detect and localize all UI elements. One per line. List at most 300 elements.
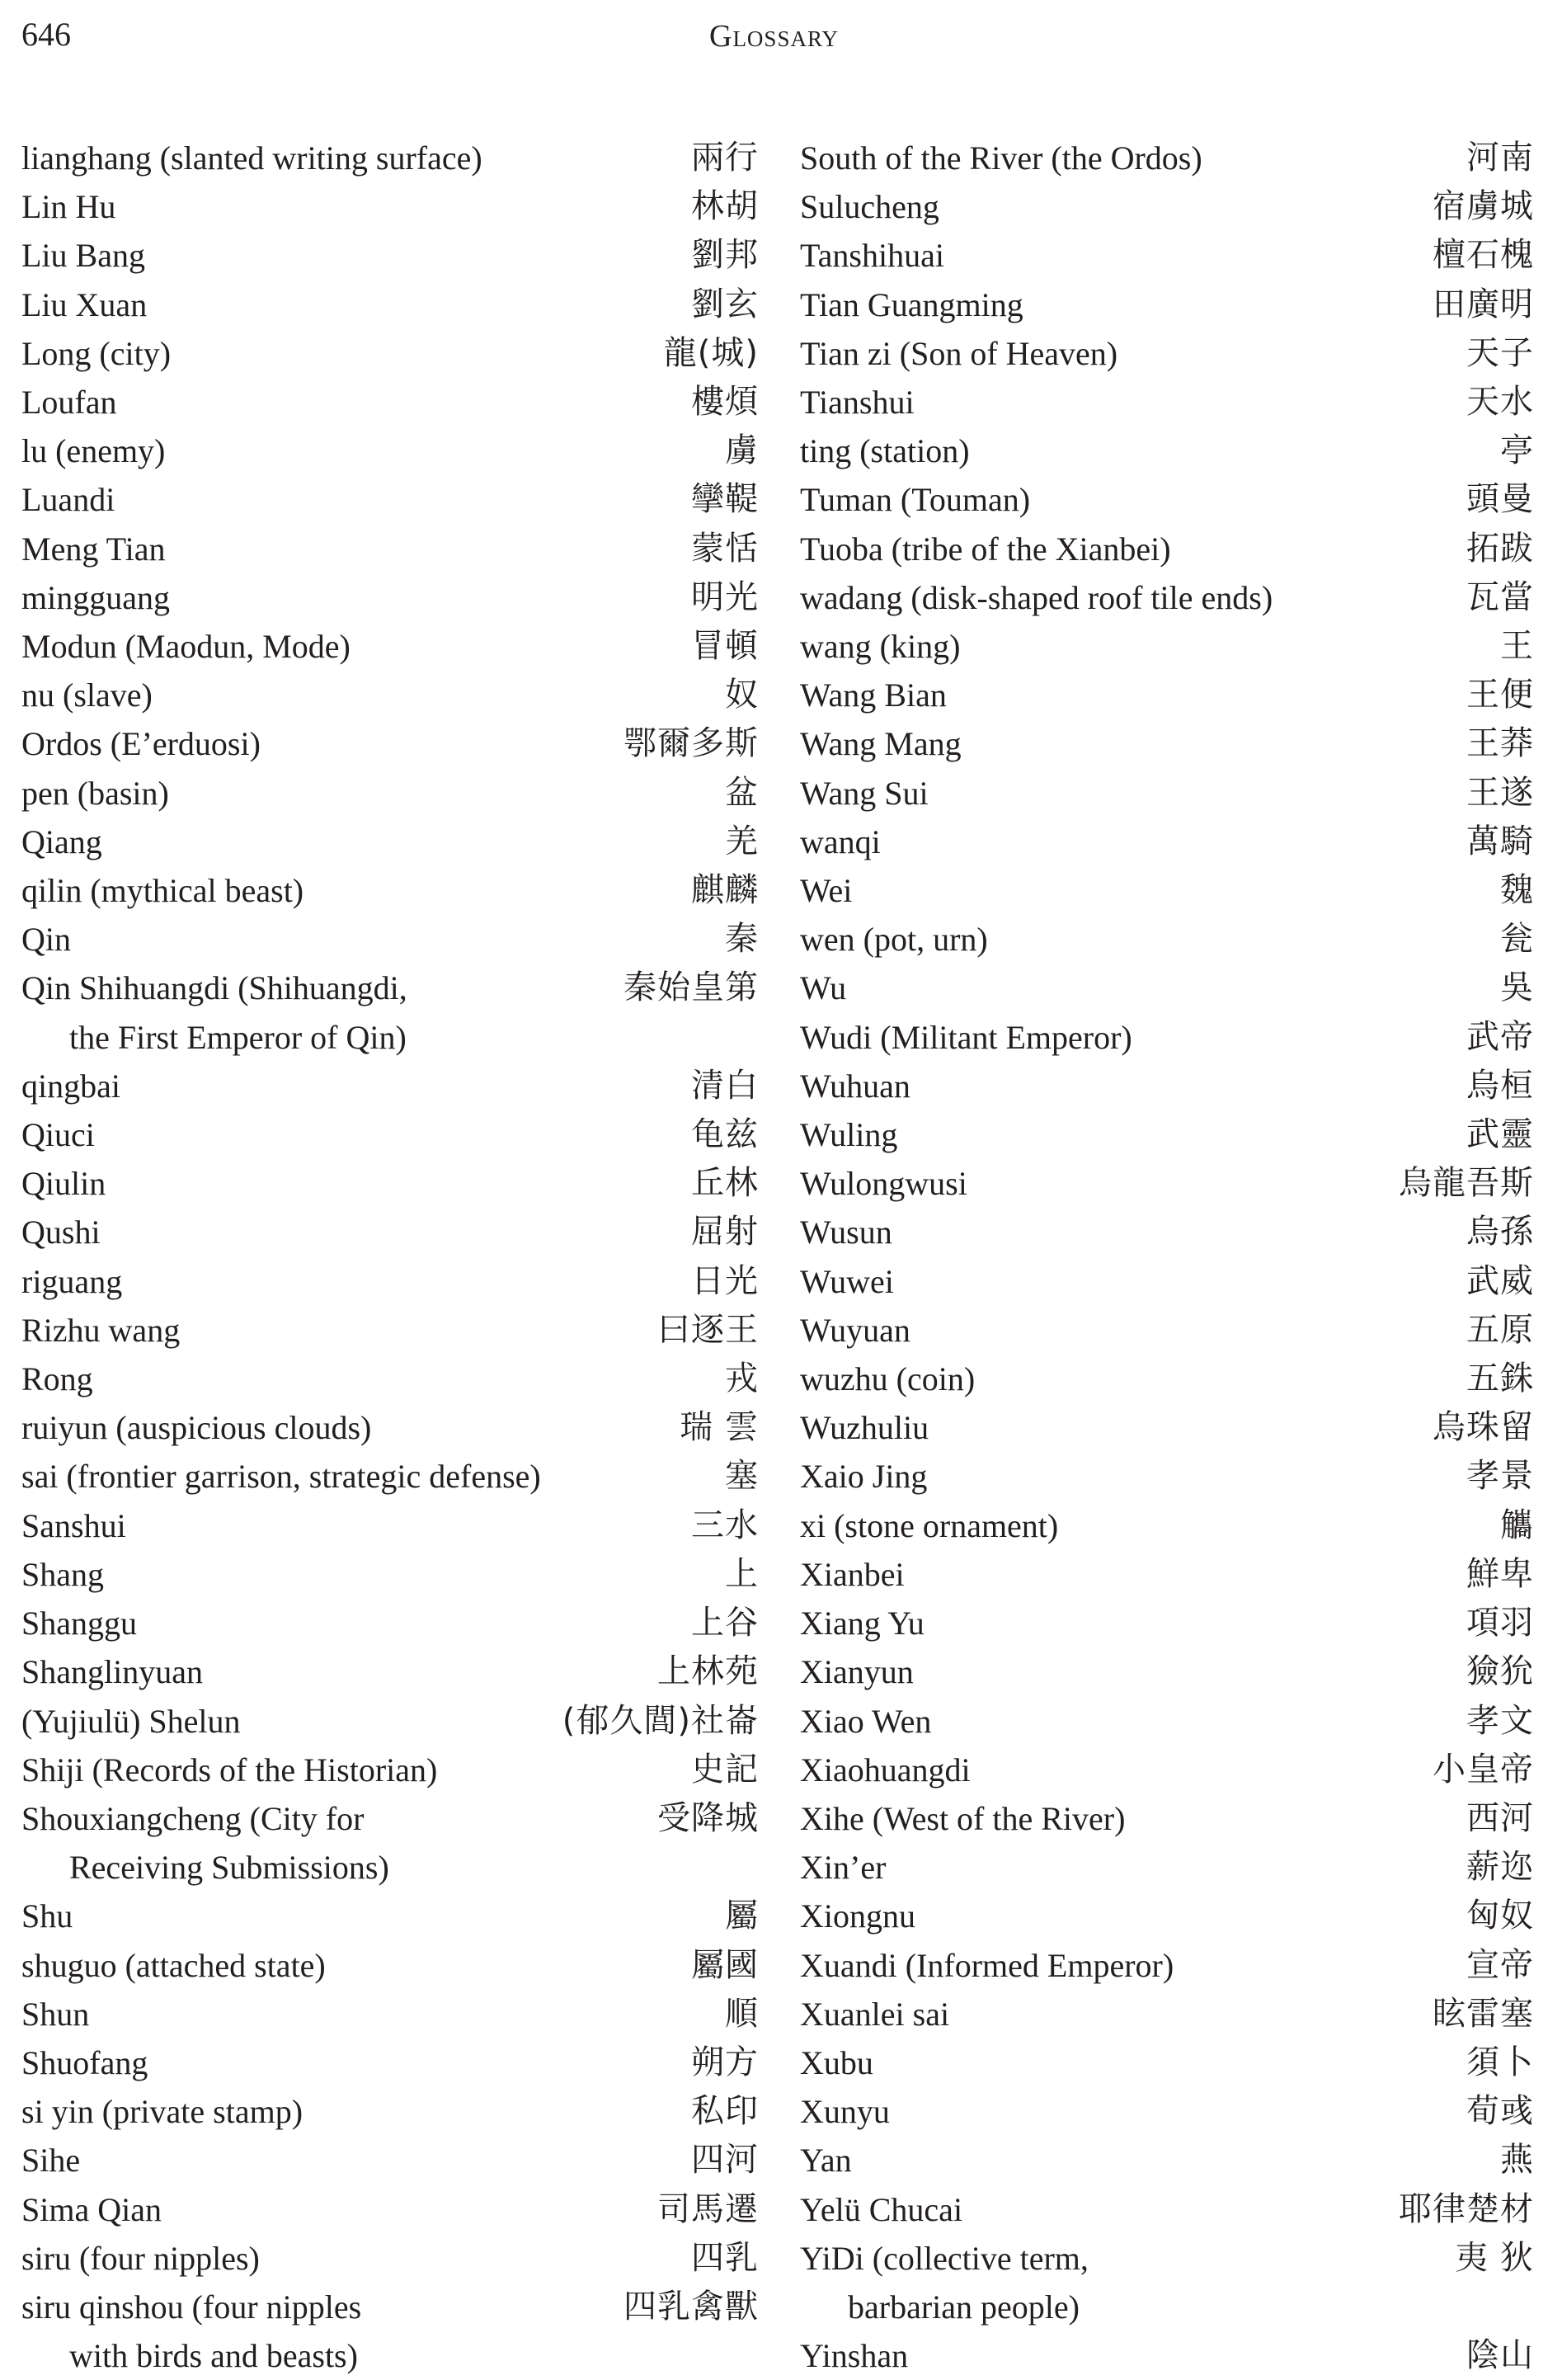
glossary-chinese-characters: 受降城 <box>657 1798 759 1837</box>
glossary-term-text: Wuling <box>800 1116 898 1154</box>
glossary-entry <box>800 1355 1534 1403</box>
glossary-term <box>800 1110 897 1159</box>
glossary-term-text: Wu <box>800 969 847 1007</box>
glossary-chinese-characters: 萬騎 <box>1466 822 1534 860</box>
glossary-entry <box>800 1306 1534 1355</box>
glossary-term <box>21 1599 137 1647</box>
glossary-entry <box>21 2185 759 2234</box>
glossary-entry <box>800 1697 1534 1746</box>
glossary-chinese-characters: 宿虜城 <box>1433 187 1534 226</box>
glossary-term-text: Wuyuan <box>800 1311 910 1349</box>
glossary-term-text: xi (stone ornament) <box>800 1506 1059 1544</box>
glossary-term <box>21 134 482 182</box>
glossary-term <box>800 1062 910 1110</box>
glossary-term <box>800 1501 1058 1550</box>
glossary-term-text: wen (pot, urn) <box>800 921 988 959</box>
glossary-term-text: Xianyun <box>800 1653 914 1691</box>
glossary-entry <box>21 1794 759 1892</box>
glossary-chinese-characters: 王 <box>1500 627 1534 666</box>
glossary-entry <box>21 1892 759 1940</box>
glossary-term-text: Wuhuan <box>800 1067 910 1105</box>
glossary-term-text: Shouxiangcheng (City for <box>21 1799 365 1837</box>
glossary-term-continuation: with birds and beasts) <box>69 2337 358 2375</box>
glossary-chinese-characters: 冒頓 <box>691 627 759 666</box>
glossary-term-text: Xin’er <box>800 1849 887 1887</box>
glossary-term-text: Sihe <box>21 2142 81 2180</box>
glossary-term-text: Liu Xuan <box>21 285 148 323</box>
glossary-term <box>800 1892 915 1940</box>
glossary-chinese-characters: 清白 <box>691 1066 759 1105</box>
glossary-chinese-characters: 戎 <box>725 1360 759 1398</box>
glossary-entry <box>800 1892 1534 1940</box>
glossary-term-continuation: barbarian people) <box>848 2288 1080 2326</box>
glossary-entry <box>21 1355 759 1403</box>
glossary-entry <box>800 1501 1534 1550</box>
glossary-chinese-characters: 小皇帝 <box>1433 1750 1534 1789</box>
glossary-chinese-characters: 鮮卑 <box>1466 1554 1534 1593</box>
glossary-chinese-characters: 王便 <box>1466 676 1534 714</box>
glossary-term <box>21 2283 361 2380</box>
glossary-entry <box>21 964 759 1061</box>
glossary-term-text: Yelü Chucai <box>800 2190 963 2228</box>
glossary-term-text: mingguang <box>21 578 170 616</box>
glossary-term-continuation: Receiving Submissions) <box>69 1849 389 1887</box>
glossary-term <box>800 2331 908 2380</box>
glossary-term <box>21 280 147 329</box>
glossary-chinese-characters: 虜 <box>725 431 759 470</box>
glossary-entry <box>21 1697 759 1746</box>
glossary-term-text: Qin Shihuangdi (Shihuangdi, <box>21 969 407 1007</box>
glossary-term-text: Shang <box>21 1555 104 1593</box>
glossary-chinese-characters: 曰逐王 <box>657 1310 759 1349</box>
glossary-term-text: Wuwei <box>800 1262 894 1300</box>
glossary-chinese-characters: 西河 <box>1466 1798 1534 1837</box>
glossary-entry <box>800 2331 1534 2380</box>
glossary-chinese-characters: 司馬遷 <box>657 2189 759 2228</box>
glossary-entry <box>21 573 759 622</box>
glossary-entry <box>21 1990 759 2038</box>
glossary-term-text: wang (king) <box>800 628 961 666</box>
glossary-term <box>21 2038 148 2087</box>
glossary-entry <box>800 1062 1534 1110</box>
glossary-entry <box>21 1110 759 1159</box>
glossary-chinese-characters: 烏珠留 <box>1433 1408 1534 1447</box>
glossary-chinese-characters: 頭曼 <box>1466 480 1534 519</box>
glossary-chinese-characters: 秦 <box>725 920 759 959</box>
glossary-entry <box>21 2136 759 2184</box>
glossary-entry <box>800 1647 1534 1696</box>
glossary-term <box>21 2087 303 2136</box>
glossary-term-text: Wulongwusi <box>800 1165 967 1203</box>
glossary-term-text: Xiao Wen <box>800 1702 932 1740</box>
glossary-term <box>800 1550 905 1599</box>
glossary-chinese-characters: 五銖 <box>1466 1360 1534 1398</box>
glossary-entry <box>800 231 1534 280</box>
glossary-entry <box>21 866 759 915</box>
glossary-column-left <box>21 134 759 2380</box>
glossary-entry <box>21 2038 759 2087</box>
glossary-entry <box>800 1013 1534 1062</box>
glossary-term-text: sai (frontier garrison, strategic defense) <box>21 1458 541 1496</box>
glossary-term <box>800 1794 1125 1843</box>
glossary-entry <box>21 1647 759 1696</box>
glossary-chinese-characters: 羌 <box>725 822 759 860</box>
glossary-term-text: Wei <box>800 872 853 910</box>
glossary-chinese-characters: 上谷 <box>691 1604 759 1642</box>
glossary-term <box>21 964 407 1061</box>
glossary-term <box>21 1355 93 1403</box>
glossary-chinese-characters: 烏桓 <box>1466 1066 1534 1105</box>
glossary-chinese-characters: 武靈 <box>1466 1115 1534 1154</box>
glossary-term <box>21 2234 260 2283</box>
glossary-chinese-characters: 項羽 <box>1466 1604 1534 1642</box>
glossary-term <box>21 1550 104 1599</box>
glossary-term-text: Wudi (Militant Emperor) <box>800 1018 1132 1056</box>
glossary-chinese-characters: 須卜 <box>1466 2043 1534 2081</box>
glossary-chinese-characters: 眩雷塞 <box>1433 1994 1534 2033</box>
glossary-chinese-characters: 兩行 <box>691 139 759 177</box>
glossary-term <box>21 818 102 866</box>
glossary-term <box>800 818 881 866</box>
glossary-chinese-characters: 鄂爾多斯 <box>623 724 759 763</box>
glossary-chinese-characters: 拓跋 <box>1466 529 1534 568</box>
glossary-term <box>800 231 944 280</box>
glossary-chinese-characters: 蒙恬 <box>691 529 759 568</box>
glossary-entry <box>800 866 1534 915</box>
glossary-term <box>21 573 170 622</box>
glossary-chinese-characters: 私印 <box>691 2092 759 2131</box>
glossary-entry <box>800 818 1534 866</box>
glossary-entry <box>21 1941 759 1990</box>
glossary-term <box>800 1355 975 1403</box>
glossary-term <box>21 427 165 475</box>
glossary-chinese-characters: 天水 <box>1466 383 1534 422</box>
glossary-term-text: Xaio Jing <box>800 1458 928 1496</box>
glossary-term <box>21 2185 162 2234</box>
glossary-term <box>800 1013 1132 1062</box>
glossary-entry <box>800 134 1534 182</box>
glossary-entry <box>800 915 1534 964</box>
glossary-term <box>800 1159 967 1208</box>
glossary-term <box>800 1257 894 1306</box>
glossary-term-text: Shun <box>21 1995 90 2033</box>
glossary-term-text: Wang Bian <box>800 676 947 714</box>
glossary-term <box>800 1697 931 1746</box>
glossary-entry <box>21 769 759 818</box>
glossary-entry <box>21 1159 759 1208</box>
glossary-term <box>21 1306 180 1355</box>
glossary-term-text: Long (city) <box>21 334 172 372</box>
glossary-entry <box>21 231 759 280</box>
glossary-chinese-characters: 烏孫 <box>1466 1213 1534 1251</box>
glossary-term <box>21 231 145 280</box>
glossary-term <box>800 182 939 231</box>
glossary-chinese-characters: 丘林 <box>691 1164 759 1203</box>
glossary-chinese-characters: 奴 <box>725 676 759 714</box>
glossary-term <box>800 671 947 719</box>
glossary-chinese-characters: 屬 <box>725 1897 759 1935</box>
glossary-term-text: Xunyu <box>800 2093 890 2131</box>
glossary-entry <box>800 1550 1534 1599</box>
glossary-term-text: Loufan <box>21 384 117 422</box>
glossary-term-text: wanqi <box>800 822 881 860</box>
glossary-term <box>21 525 166 573</box>
glossary-chinese-characters: 林胡 <box>691 187 759 226</box>
glossary-term-text: Qiulin <box>21 1165 106 1203</box>
glossary-term-text: Wang Sui <box>800 774 929 812</box>
glossary-entry <box>21 1306 759 1355</box>
glossary-term-text: Xianbei <box>800 1555 905 1593</box>
glossary-term <box>21 866 303 915</box>
glossary-term-text: Sanshui <box>21 1506 126 1544</box>
glossary-term-text: qilin (mythical beast) <box>21 872 304 910</box>
glossary-term <box>21 1452 541 1501</box>
glossary-chinese-characters: 荀彧 <box>1466 2092 1534 2131</box>
glossary-term-text: Shuofang <box>21 2043 148 2081</box>
glossary-term <box>800 475 1030 524</box>
glossary-entry <box>21 1501 759 1550</box>
glossary-entry <box>21 475 759 524</box>
glossary-term <box>800 2234 1089 2331</box>
glossary-entry <box>800 1843 1534 1892</box>
glossary-entry <box>21 182 759 231</box>
glossary-entry <box>21 2234 759 2283</box>
glossary-term-text: Shu <box>21 1897 73 1935</box>
glossary-term <box>21 671 153 719</box>
glossary-term <box>21 475 115 524</box>
running-head: Glossary <box>709 19 839 54</box>
glossary-term-text: Luandi <box>21 481 115 519</box>
glossary-term <box>800 1647 914 1696</box>
glossary-entry <box>21 1062 759 1110</box>
glossary-term-text: Tuoba (tribe of the Xianbei) <box>800 530 1171 568</box>
glossary-entry <box>21 329 759 378</box>
page-number: 646 <box>21 16 71 53</box>
glossary-term-text: (Yujiulü) Shelun <box>21 1702 241 1740</box>
glossary-chinese-characters: 劉玄 <box>691 285 759 323</box>
glossary-term <box>21 1062 120 1110</box>
glossary-entry <box>21 525 759 573</box>
glossary-chinese-characters: 劉邦 <box>691 236 759 275</box>
glossary-chinese-characters: 四乳禽獸 <box>623 2287 759 2326</box>
glossary-term-text: nu (slave) <box>21 676 153 714</box>
glossary-chinese-characters: 烏龍吾斯 <box>1399 1164 1534 1203</box>
glossary-chinese-characters: 陰山 <box>1466 2336 1534 2375</box>
glossary-entry <box>800 1159 1534 1208</box>
glossary-entry <box>800 1599 1534 1647</box>
glossary-chinese-characters: 武帝 <box>1466 1017 1534 1056</box>
glossary-chinese-characters: 史記 <box>691 1750 759 1789</box>
glossary-term-text: Xubu <box>800 2043 873 2081</box>
glossary-chinese-characters: 四乳 <box>691 2238 759 2277</box>
glossary-entry <box>21 1550 759 1599</box>
glossary-term-text: Xiongnu <box>800 1897 915 1935</box>
glossary-term-text: Xihe (West of the River) <box>800 1799 1126 1837</box>
glossary-term <box>800 2185 962 2234</box>
glossary-entry <box>21 378 759 427</box>
glossary-term <box>800 378 915 427</box>
glossary-entry <box>21 1257 759 1306</box>
glossary-term <box>800 1599 925 1647</box>
glossary-term-text: Liu Bang <box>21 237 145 275</box>
glossary-chinese-characters: 武威 <box>1466 1261 1534 1300</box>
glossary-chinese-characters: 四河 <box>691 2141 759 2180</box>
glossary-term <box>21 1990 89 2038</box>
glossary-chinese-characters: 龍(城) <box>663 333 759 372</box>
glossary-chinese-characters: 三水 <box>691 1506 759 1544</box>
glossary-chinese-characters: 耶律楚材 <box>1399 2189 1534 2228</box>
glossary-term <box>21 769 169 818</box>
glossary-entry <box>800 378 1534 427</box>
glossary-entry <box>21 671 759 719</box>
glossary-term-text: Qin <box>21 921 71 959</box>
glossary-term <box>21 1403 371 1452</box>
glossary-term <box>800 719 962 768</box>
glossary-term-text: Xiang Yu <box>800 1605 925 1642</box>
glossary-chinese-characters: 攣鞮 <box>691 480 759 519</box>
glossary-entry <box>800 573 1534 622</box>
glossary-entry <box>800 2136 1534 2184</box>
glossary-term-continuation: the First Emperor of Qin) <box>69 1018 407 1056</box>
glossary-term <box>21 1697 241 1746</box>
glossary-term-text: lu (enemy) <box>21 432 166 470</box>
glossary-term <box>21 1794 389 1892</box>
glossary-entry <box>21 1452 759 1501</box>
glossary-term-text: Tianshui <box>800 384 915 422</box>
glossary-term <box>800 280 1023 329</box>
glossary-term <box>800 1306 910 1355</box>
glossary-chinese-characters: 五原 <box>1466 1310 1534 1349</box>
glossary-term-text: si yin (private stamp) <box>21 2093 303 2131</box>
glossary-chinese-characters: 塞 <box>725 1457 759 1496</box>
glossary-chinese-characters: 瑞 雲 <box>680 1408 759 1447</box>
glossary-term-text: shuguo (attached state) <box>21 1946 326 1984</box>
glossary-entry <box>800 182 1534 231</box>
glossary-term <box>800 2087 890 2136</box>
glossary-term-text: Rizhu wang <box>21 1311 181 1349</box>
glossary-term <box>800 1843 886 1892</box>
glossary-term <box>800 1941 1174 1990</box>
glossary-term-text: Rong <box>21 1360 93 1398</box>
glossary-term <box>800 769 929 818</box>
glossary-term-text: Shanggu <box>21 1605 137 1642</box>
glossary-chinese-characters: 亭 <box>1500 431 1534 470</box>
glossary-term-text: Wusun <box>800 1214 892 1251</box>
glossary-term-text: Qiuci <box>21 1116 95 1154</box>
glossary-term-text: Tian zi (Son of Heaven) <box>800 334 1118 372</box>
glossary-term <box>21 1941 326 1990</box>
glossary-term <box>800 134 1202 182</box>
glossary-entry <box>800 427 1534 475</box>
glossary-column-right <box>800 134 1534 2380</box>
glossary-term <box>800 525 1171 573</box>
glossary-term-text: Sima Qian <box>21 2190 162 2228</box>
glossary-entry <box>800 1257 1534 1306</box>
glossary-chinese-characters: 瓮 <box>1500 920 1534 959</box>
glossary-entry <box>21 1746 759 1794</box>
glossary-entry <box>21 915 759 964</box>
glossary-term <box>800 573 1273 622</box>
glossary-term <box>21 719 261 768</box>
glossary-entry <box>21 280 759 329</box>
glossary-term <box>800 964 846 1012</box>
glossary-entry <box>800 1746 1534 1794</box>
glossary-entry <box>21 719 759 768</box>
glossary-entry <box>800 280 1534 329</box>
glossary-term <box>800 622 960 671</box>
glossary-term <box>800 1746 971 1794</box>
glossary-term <box>21 1501 126 1550</box>
glossary-chinese-characters: 獫狁 <box>1466 1652 1534 1691</box>
glossary-entry <box>800 719 1534 768</box>
glossary-term-text: Tanshihuai <box>800 237 944 275</box>
glossary-term-text: Sulucheng <box>800 188 939 226</box>
glossary-term-text: siru qinshou (four nipples <box>21 2288 362 2326</box>
glossary-entry <box>21 2087 759 2136</box>
glossary-term-text: Qushi <box>21 1214 101 1251</box>
glossary-term <box>800 2038 873 2087</box>
glossary-entry <box>21 1599 759 1647</box>
glossary-entry <box>800 2234 1534 2331</box>
glossary-term <box>21 1208 101 1256</box>
glossary-term-text: siru (four nipples) <box>21 2239 260 2277</box>
glossary-entry <box>800 2185 1534 2234</box>
glossary-entry <box>800 2087 1534 2136</box>
glossary-term-text: Xuandi (Informed Emperor) <box>800 1946 1174 1984</box>
glossary-term <box>21 1746 437 1794</box>
glossary-term <box>21 1110 95 1159</box>
glossary-chinese-characters: 孝景 <box>1466 1457 1534 1496</box>
glossary-entry <box>800 1990 1534 2038</box>
glossary-chinese-characters: 朔方 <box>691 2043 759 2081</box>
glossary-chinese-characters: 河南 <box>1466 139 1534 177</box>
glossary-term <box>800 915 988 964</box>
glossary-term <box>800 329 1117 378</box>
glossary-chinese-characters: 吳 <box>1500 968 1534 1007</box>
glossary-chinese-characters: 匈奴 <box>1466 1897 1534 1935</box>
glossary-chinese-characters: 宣帝 <box>1466 1945 1534 1984</box>
glossary-term-text: Ordos (E’erduosi) <box>21 725 261 763</box>
glossary-term-text: Modun (Maodun, Mode) <box>21 628 351 666</box>
glossary-entry <box>800 2038 1534 2087</box>
glossary-term-text: qingbai <box>21 1067 120 1105</box>
glossary-entry <box>800 1208 1534 1256</box>
glossary-term <box>800 1990 949 2038</box>
glossary-entry <box>800 329 1534 378</box>
glossary-term <box>21 378 117 427</box>
glossary-chinese-characters: 樓煩 <box>691 383 759 422</box>
glossary-term <box>21 1647 203 1696</box>
glossary-entry <box>21 1403 759 1452</box>
glossary-term-text: South of the River (the Ordos) <box>800 139 1202 177</box>
glossary-entry <box>21 427 759 475</box>
glossary-entry <box>800 525 1534 573</box>
glossary-term-text: Meng Tian <box>21 530 166 568</box>
glossary-entry <box>21 2283 759 2380</box>
glossary-term <box>800 1452 927 1501</box>
glossary-entry <box>800 1452 1534 1501</box>
glossary-entry <box>800 769 1534 818</box>
glossary-entry <box>800 1403 1534 1452</box>
glossary-chinese-characters: 龟兹 <box>691 1115 759 1154</box>
glossary-term <box>800 427 970 475</box>
glossary-chinese-characters: 觿 <box>1500 1506 1534 1544</box>
glossary-term-text: ting (station) <box>800 432 970 470</box>
glossary-term-text: Xuanlei sai <box>800 1995 950 2033</box>
glossary-term <box>800 1208 892 1256</box>
glossary-chinese-characters: 檀石槐 <box>1433 236 1534 275</box>
glossary-term-text: riguang <box>21 1262 123 1300</box>
